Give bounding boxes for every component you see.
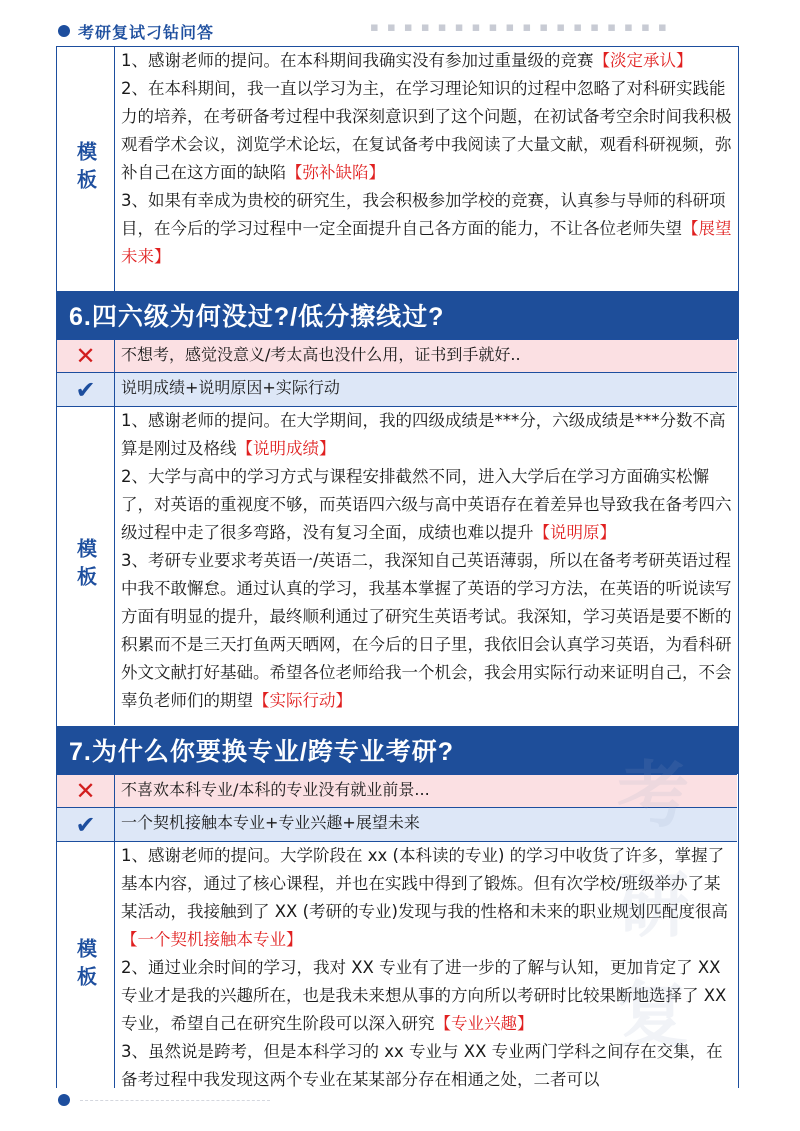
- highlight-tag: 【说明成绩】: [236, 439, 336, 458]
- section7-title: 7.为什么你要换专业/跨专业考研?: [69, 738, 455, 766]
- section6-template-row: [57, 407, 737, 725]
- section6-template-body: [115, 407, 737, 725]
- template-paragraph: 3、考研专业要求考英语一/英语二，我深知自己英语薄弱，所以在备考考研英语过程中我不敢懈怠。通过认真的学习，我基本掌握了英语的学习方法，在英语的听说读写方面有明显的提升，最终顺利通过了研究生英语考试。我深知，学习英语是要不断的积累而不是三天打鱼两天晒网，在今后的日子里，我依旧会认真学习英语，为看科研外文文献打好基础。希望各位老师给我一个机会，我会用实际行动来证明自己，不会辜负老师们的期望【实际行动】: [121, 551, 732, 710]
- header-faded-text: ▪ ▪ ▪ ▪ ▪ ▪ ▪ ▪ ▪ ▪ ▪ ▪ ▪ ▪ ▪ ▪ ▪ ▪: [370, 20, 669, 35]
- header-bullet-icon: [58, 25, 70, 37]
- cross-icon: ✕: [75, 342, 96, 370]
- highlight-tag: 【专业兴趣】: [434, 1014, 534, 1033]
- section7-right-answer: 一个契机接触本专业+专业兴趣+展望未来: [121, 813, 420, 832]
- page-header: [0, 0, 800, 40]
- template-label: 模板: [73, 538, 98, 594]
- section7-title-banner: [56, 726, 739, 774]
- section7-wrong-row: [57, 774, 737, 808]
- highlight-tag: 【弥补缺陷】: [286, 163, 385, 182]
- section7-wrong-answer: 不喜欢本科专业/本科的专业没有就业前景...: [121, 780, 430, 799]
- template-paragraph: 1、感谢老师的提问。在大学期间，我的四级成绩是***分，六级成绩是***分数不高算是刚过及格线【说明成绩】: [121, 411, 726, 458]
- highlight-tag: 【淡定承认】: [593, 51, 693, 70]
- wrong-icon-cell: [57, 340, 115, 372]
- check-icon: ✔: [75, 375, 96, 404]
- right-icon-cell: [57, 373, 115, 406]
- check-icon: ✔: [75, 810, 96, 839]
- section6-wrong-answer: 不想考，感觉没意义/考太高也没什么用，证书到手就好..: [121, 345, 521, 364]
- section6-right-answer: 说明成绩+说明原因+实际行动: [121, 378, 340, 397]
- section7-template-body: [115, 842, 737, 1088]
- template-paragraph: 1、感谢老师的提问。在本科期间我确实没有参加过重量级的竞赛【淡定承认】: [121, 51, 693, 70]
- footer-divider: [80, 1100, 270, 1101]
- cross-icon: ✕: [75, 777, 96, 805]
- right-icon-cell: [57, 808, 115, 841]
- template-label: 模板: [73, 141, 98, 197]
- section7-template-row: [57, 842, 737, 1088]
- section6-title: 6.四六级为何没过?/低分擦线过?: [69, 303, 445, 331]
- section6-template-label-cell: [57, 407, 115, 725]
- highlight-tag: 【说明原】: [533, 523, 616, 542]
- section6-wrong-row: [57, 339, 737, 373]
- highlight-tag: 【实际行动】: [253, 691, 352, 710]
- template-label: 模板: [73, 937, 98, 994]
- template-paragraph: 2、在本科期间，我一直以学习为主，在学习理论知识的过程中忽略了对科研实践能力的培养，在考研备考过程中我深刻意识到了这个问题，在初试备考空余时间我积极观看学术会议，浏览学术论坛，在复试备考中我阅读了大量文献，观看科研视频，弥补自己在这方面的缺陷【弥补缺陷】: [121, 79, 732, 182]
- template-paragraph: 1、感谢老师的提问。大学阶段在 xx (本科读的专业) 的学习中收货了许多，掌握了基本内容，通过了核心课程，并也在实践中得到了锻炼。但有次学校/班级举办了某某活动，我接触到了 XX (考研的专业)发现与我的性格和未来的职业规划匹配度很高【一个契机接触本专业】: [121, 846, 728, 949]
- section7-template-label-cell: [57, 842, 115, 1088]
- header-brand: 考研复试刁钻问答: [78, 23, 215, 42]
- footer-bullet-icon: [58, 1094, 70, 1106]
- wrong-icon-cell: [57, 775, 115, 807]
- template-paragraph: 2、大学与高中的学习方式与课程安排截然不同，进入大学后在学习方面确实松懈了，对英语的重视度不够，而英语四六级与高中英语存在着差异也导致我在备考四六级过程中走了很多弯路，没有复习全面，成绩也难以提升【说明原】: [121, 467, 732, 542]
- section6-right-row: [57, 373, 737, 407]
- section5-template-body: [115, 47, 737, 291]
- template-paragraph: 3、如果有幸成为贵校的研究生，我会积极参加学校的竞赛，认真参与导师的科研项目，在今后的学习过程中一定全面提升自己各方面的能力，不让各位老师失望【展望未来】: [121, 191, 732, 266]
- template-paragraph: 2、通过业余时间的学习，我对 XX 专业有了进一步的了解与认知，更加肯定了 XX 专业才是我的兴趣所在，也是我未来想从事的方向所以考研时比较果断地选择了 XX 专业，希望自己在研究生阶段可以深入研究【专业兴趣】: [121, 958, 727, 1033]
- watermark-glyph: 研: [617, 862, 690, 947]
- highlight-tag: 【一个契机接触本专业】: [121, 930, 303, 949]
- watermark-glyph: 复: [617, 972, 690, 1057]
- section5-template-row: [57, 47, 737, 291]
- section7-right-row: [57, 808, 737, 842]
- section5-template-label-cell: [57, 47, 115, 291]
- highlight-tag: 【展望未来】: [121, 219, 732, 266]
- template-paragraph: 3、虽然说是跨考，但是本科学习的 xx 专业与 XX 专业两门学科之间存在交集，在备考过程中我发现这两个专业在某某部分存在相通之处，二者可以: [121, 1042, 723, 1088]
- section6-title-banner: [56, 291, 739, 339]
- qa-document: [56, 46, 739, 1088]
